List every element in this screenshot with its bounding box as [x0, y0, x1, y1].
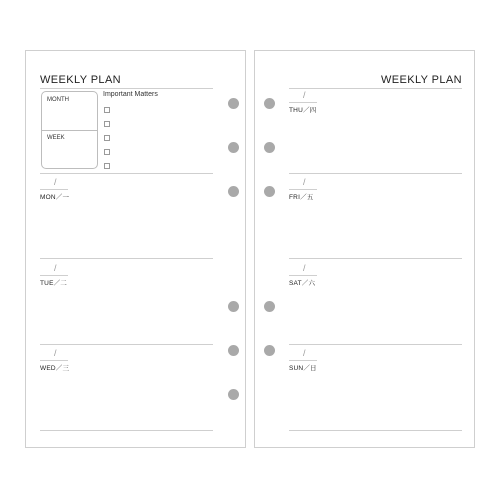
date-underline — [40, 189, 68, 190]
day-label-tue: TUE／二 — [40, 280, 67, 287]
date-slash: / — [303, 90, 306, 100]
date-underline — [40, 360, 68, 361]
date-underline — [289, 102, 317, 103]
section-rule — [289, 344, 462, 345]
binder-hole-icon — [228, 345, 239, 356]
title-rule — [40, 88, 213, 89]
left-planner-page — [25, 50, 246, 448]
important-matters-label: Important Matters — [103, 91, 158, 98]
date-underline — [289, 360, 317, 361]
binder-hole-icon — [228, 98, 239, 109]
month-week-divider — [42, 130, 97, 131]
binder-hole-icon — [264, 98, 275, 109]
date-slash: / — [303, 177, 306, 187]
date-underline — [289, 189, 317, 190]
binder-hole-icon — [228, 301, 239, 312]
day-label-mon: MON／一 — [40, 194, 70, 201]
date-slash: / — [54, 263, 57, 273]
binder-hole-icon — [264, 142, 275, 153]
section-rule — [40, 258, 213, 259]
important-checkbox[interactable] — [104, 163, 110, 169]
binder-hole-icon — [264, 345, 275, 356]
section-rule — [289, 258, 462, 259]
binder-hole-icon — [228, 389, 239, 400]
binder-hole-icon — [228, 142, 239, 153]
binder-hole-icon — [264, 186, 275, 197]
section-rule — [40, 344, 213, 345]
day-label-sun: SUN／日 — [289, 365, 317, 372]
important-checkbox[interactable] — [104, 135, 110, 141]
binder-hole-icon — [264, 301, 275, 312]
page-title: WEEKLY PLAN — [380, 74, 462, 86]
date-underline — [40, 275, 68, 276]
day-label-thu: THU／四 — [289, 107, 317, 114]
important-checkbox[interactable] — [104, 107, 110, 113]
date-slash: / — [303, 263, 306, 273]
section-rule — [40, 173, 213, 174]
month-week-box — [41, 91, 98, 169]
week-label: WEEK — [47, 135, 65, 141]
day-label-sat: SAT／六 — [289, 280, 316, 287]
section-rule — [289, 173, 462, 174]
binder-hole-icon — [228, 186, 239, 197]
section-rule — [40, 430, 213, 431]
date-slash: / — [54, 348, 57, 358]
section-rule — [289, 430, 462, 431]
right-planner-page — [254, 50, 475, 448]
page-title: WEEKLY PLAN — [40, 74, 122, 86]
date-underline — [289, 275, 317, 276]
date-slash: / — [303, 348, 306, 358]
day-label-fri: FRI／五 — [289, 194, 314, 201]
important-checkbox[interactable] — [104, 121, 110, 127]
important-checkbox[interactable] — [104, 149, 110, 155]
day-label-wed: WED／三 — [40, 365, 70, 372]
date-slash: / — [54, 177, 57, 187]
title-rule — [289, 88, 462, 89]
month-label: MONTH — [47, 97, 69, 103]
